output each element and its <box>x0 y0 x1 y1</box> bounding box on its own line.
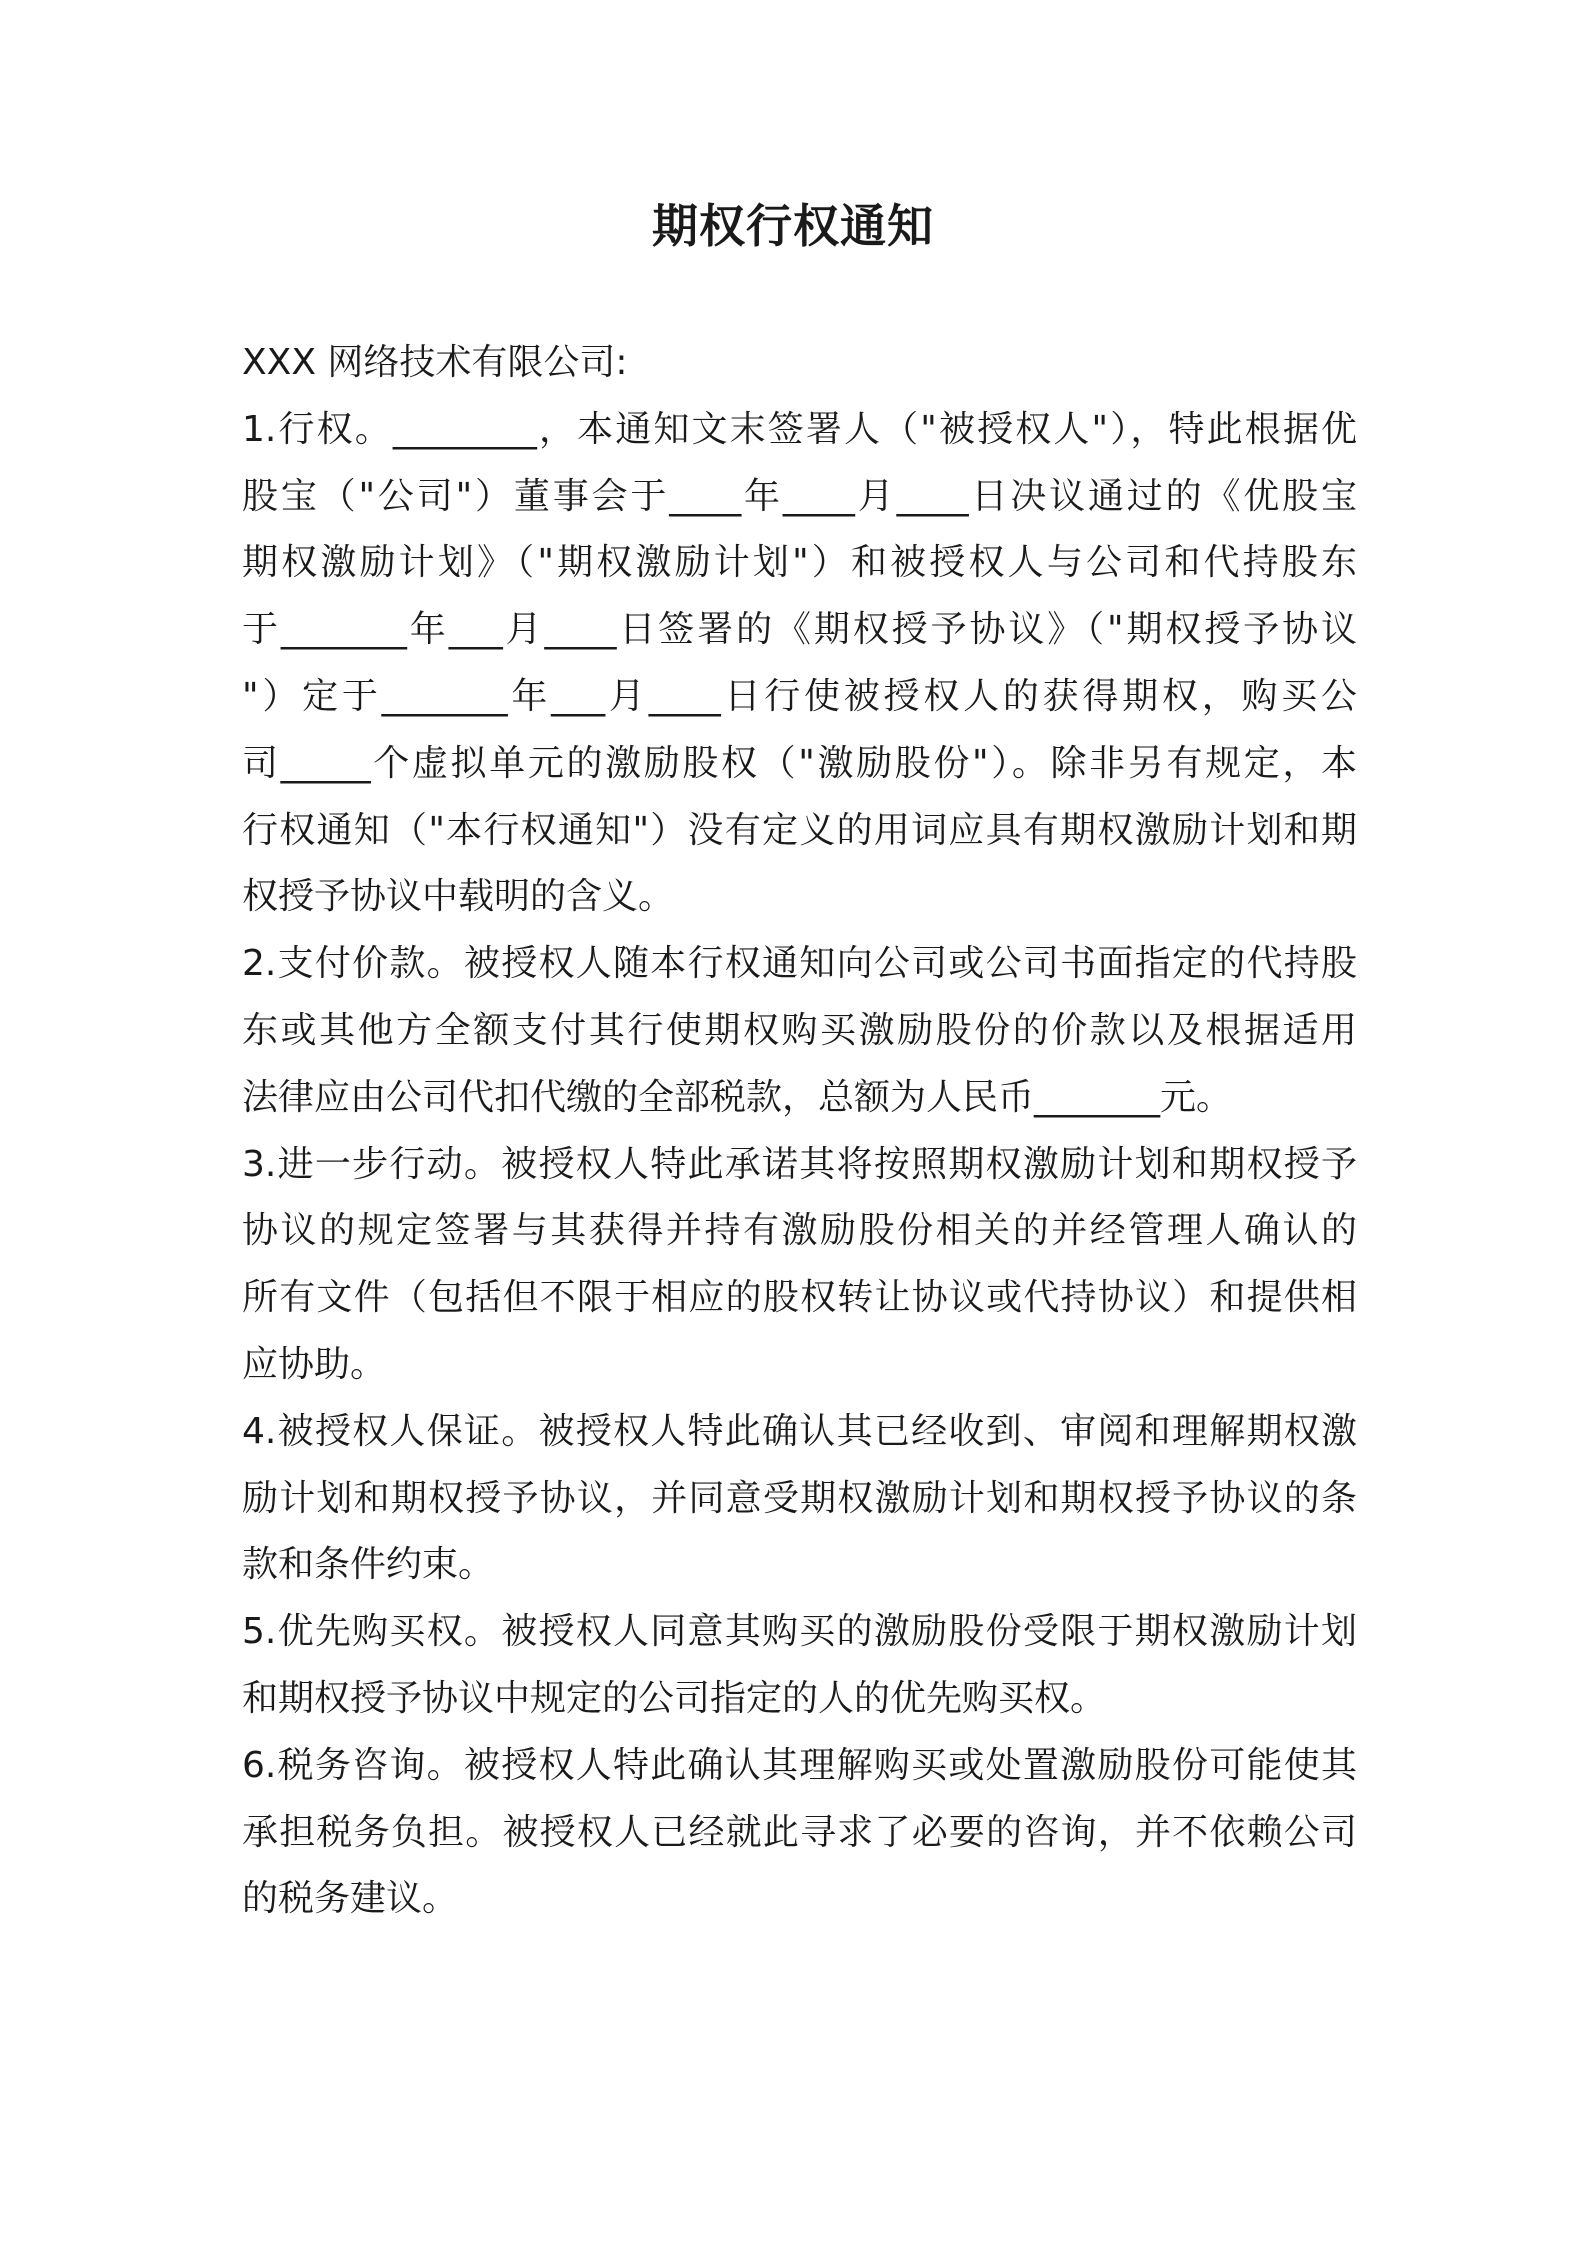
body-line-12: 3.进一步行动。被授权人特此承诺其将按照期权激励计划和期权授予 <box>242 1143 1357 1185</box>
body-line-13: 协议的规定签署与其获得并持有激励股份相关的并经管理人确认的 <box>242 1210 1357 1252</box>
body-line-20: 和期权授予协议中规定的公司指定的人的优先购买权。 <box>242 1677 1107 1719</box>
body-line-10: 东或其他方全额支付其行使期权购买激励股份的价款以及根据适用 <box>242 1009 1357 1051</box>
body-line-19: 5.优先购买权。被授权人同意其购买的激励股份受限于期权激励计划 <box>242 1611 1357 1653</box>
document-title: 期权行权通知 <box>652 199 934 253</box>
document-body <box>242 330 1357 1933</box>
body-line-1: 1.行权。________，本通知文末签署人（"被授权人"），特此根据优 <box>242 408 1357 450</box>
body-line-21: 6.税务咨询。被授权人特此确认其理解购买或处置激励股份可能使其 <box>242 1744 1357 1786</box>
body-line-17: 励计划和期权授予协议，并同意受期权激励计划和期权授予协议的条 <box>242 1477 1357 1519</box>
body-line-22: 承担税务负担。被授权人已经就此寻求了必要的咨询，并不依赖公司 <box>242 1811 1357 1853</box>
body-line-11: 法律应由公司代扣代缴的全部税款，总额为人民币_______元。 <box>242 1076 1233 1118</box>
addressee-line: XXX 网络技术有限公司: <box>242 342 628 383</box>
body-line-2: 股宝（"公司"）董事会于____年____月____日决议通过的《优股宝 <box>242 475 1357 517</box>
body-line-18: 款和条件约束。 <box>242 1544 495 1586</box>
body-line-15: 应协助。 <box>242 1343 387 1385</box>
body-line-4: 于_______年___月____日签署的《期权授予协议》（"期权授予协议 <box>242 609 1357 651</box>
body-line-3: 期权激励计划》（"期权激励计划"）和被授权人与公司和代持股东 <box>242 542 1357 584</box>
body-line-7: 行权通知（"本行权通知"）没有定义的用词应具有期权激励计划和期 <box>242 809 1357 851</box>
body-line-16: 4.被授权人保证。被授权人特此确认其已经收到、审阅和理解期权激 <box>242 1410 1357 1452</box>
body-line-5: "）定于_______年___月____日行使被授权人的获得期权，购买公 <box>242 675 1357 717</box>
body-line-6: 司_____个虚拟单元的激励股权（"激励股份"）。除非另有规定，本 <box>242 742 1357 784</box>
body-line-14: 所有文件（包括但不限于相应的股权转让协议或代持协议）和提供相 <box>242 1277 1357 1319</box>
body-line-9: 2.支付价款。被授权人随本行权通知向公司或公司书面指定的代持股 <box>242 943 1357 985</box>
body-line-23: 的税务建议。 <box>242 1878 459 1920</box>
body-line-8: 权授予协议中载明的含义。 <box>242 876 675 918</box>
